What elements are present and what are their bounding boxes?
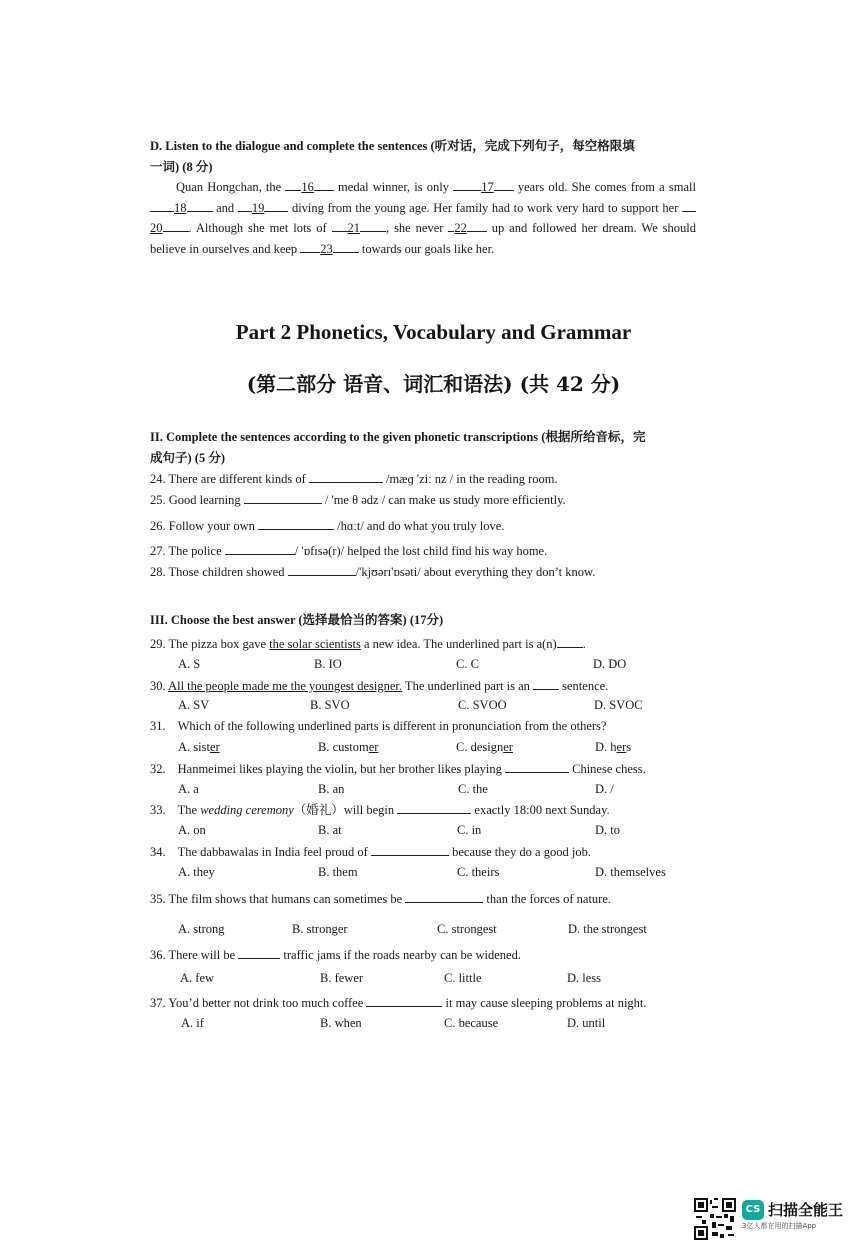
- brand-name: 扫描全能王: [768, 1201, 844, 1219]
- option-33-b[interactable]: B. at: [318, 823, 342, 837]
- camscanner-logo-icon: CS: [742, 1200, 764, 1220]
- question-25: 25. Good learning / 'me θ ədz / can make us study more efficiently.: [150, 490, 566, 508]
- answer-blank-25[interactable]: [244, 490, 322, 504]
- question-37: 37. You’d better not drink too much coffee it may cause sleeping problems at night.: [150, 993, 647, 1011]
- option-36-a[interactable]: A. few: [180, 971, 215, 985]
- answer-blank-30[interactable]: [533, 676, 559, 690]
- answer-blank-36[interactable]: [238, 945, 280, 959]
- scanner-watermark: [694, 1198, 854, 1242]
- answer-blank-37[interactable]: [366, 993, 442, 1007]
- option-30-c[interactable]: C. SVOO: [458, 698, 507, 712]
- option-36-b[interactable]: B. fewer: [320, 971, 364, 985]
- answer-blank-26[interactable]: [258, 516, 334, 530]
- option-33-d[interactable]: D. to: [595, 823, 620, 837]
- option-37-a[interactable]: A. if: [181, 1016, 204, 1030]
- brand-tagline: 3亿人都在用的扫描App: [742, 1222, 817, 1230]
- question-36: 36. There will be traffic jams if the roads nearby can be widened.: [150, 945, 521, 963]
- section-iii-heading: III. Choose the best answer (选择最恰当的答案) (17分): [150, 613, 444, 627]
- option-31-c[interactable]: C. designer: [456, 740, 513, 754]
- answer-blank-24[interactable]: [309, 469, 383, 483]
- option-35-c[interactable]: C. strongest: [437, 922, 497, 936]
- option-32-c[interactable]: C. the: [458, 782, 488, 796]
- answer-blank-29[interactable]: [557, 634, 583, 648]
- option-29-b[interactable]: B. IO: [314, 657, 342, 671]
- option-32-d[interactable]: D. /: [595, 782, 614, 796]
- option-33-a[interactable]: A. on: [178, 823, 206, 837]
- answer-blank-33[interactable]: [397, 800, 471, 814]
- part2-subtitle: (第二部分 语音、词汇和语法) (共 42 分): [246, 372, 621, 396]
- question-34: 34. The dabbawalas in India feel proud of because they do a good job.: [150, 842, 591, 860]
- option-30-d[interactable]: D. SVOC: [594, 698, 643, 712]
- option-33-c[interactable]: C. in: [457, 823, 482, 837]
- option-31-a[interactable]: A. sister: [178, 740, 220, 754]
- answer-blank-35[interactable]: [405, 889, 483, 903]
- option-35-a[interactable]: A. strong: [178, 922, 225, 936]
- option-37-b[interactable]: B. when: [320, 1016, 362, 1030]
- option-32-a[interactable]: A. a: [178, 782, 199, 796]
- question-30: 30. All the people made me the youngest designer. The underlined part is an sentence.: [150, 676, 608, 694]
- option-34-b[interactable]: B. them: [318, 865, 358, 879]
- question-33: 33. The wedding ceremony（婚礼）will begin exactly 18:00 next Sunday.: [150, 800, 610, 818]
- question-29: 29. The pizza box gave the solar scientists a new idea. The underlined part is a(n) .: [150, 634, 586, 652]
- option-34-a[interactable]: A. they: [178, 865, 215, 879]
- option-34-d[interactable]: D. themselves: [595, 865, 666, 879]
- option-30-a[interactable]: A. SV: [178, 698, 210, 712]
- question-26: 26. Follow your own /hɑːt/ and do what you truly love.: [150, 516, 504, 534]
- option-37-d[interactable]: D. until: [567, 1016, 606, 1030]
- question-28: 28. Those children showed /'kjʊərɪ'ɒsəti/ about everything they don’t know.: [150, 562, 595, 580]
- option-32-b[interactable]: B. an: [318, 782, 345, 796]
- section-ii-heading: II. Complete the sentences according to the given phonetic transcriptions (根据所给音标，完 成句子) (5 分): [150, 430, 646, 465]
- option-31-b[interactable]: B. customer: [318, 740, 379, 754]
- answer-blank-34[interactable]: [371, 842, 449, 856]
- option-35-b[interactable]: B. stronger: [292, 922, 348, 936]
- option-30-b[interactable]: B. SVO: [310, 698, 350, 712]
- option-36-c[interactable]: C. little: [444, 971, 482, 985]
- option-29-c[interactable]: C. C: [456, 657, 479, 671]
- option-29-d[interactable]: D. DO: [593, 657, 627, 671]
- section-d-paragraph: Quan Hongchan, the 16 medal winner, is only 17 years old. She comes from a small 18 and 19 diving from the young age. Her family had to work very hard to support her 20 . Although she met lots of 21 , she never 22 up and followed her dream. We should believe in ourselves and keep 23 towards our goals like her.: [150, 177, 696, 259]
- part2-title: Part 2 Phonetics, Vocabulary and Grammar: [235, 320, 632, 344]
- answer-blank-32[interactable]: [505, 759, 569, 773]
- question-32: 32. Hanmeimei likes playing the violin, but her brother likes playing Chinese chess.: [150, 759, 646, 777]
- option-34-c[interactable]: C. theirs: [457, 865, 500, 879]
- option-36-d[interactable]: D. less: [567, 971, 602, 985]
- question-27: 27. The police / 'ɒfɪsə(r)/ helped the lost child find his way home.: [150, 541, 547, 559]
- question-35: 35. The film shows that humans can sometimes be than the forces of nature.: [150, 889, 611, 907]
- section-d-heading: D. Listen to the dialogue and complete the sentences (听对话，完成下列句子，每空格限填 一词) (8 分): [150, 139, 635, 174]
- qr-code-icon: [694, 1198, 736, 1240]
- option-35-d[interactable]: D. the strongest: [568, 922, 647, 936]
- question-31: 31. Which of the following underlined parts is different in pronunciation from the others?: [150, 719, 607, 733]
- answer-blank-28[interactable]: [288, 562, 356, 576]
- answer-blank-27[interactable]: [225, 541, 295, 555]
- option-31-d[interactable]: D. hers: [595, 740, 632, 754]
- option-29-a[interactable]: A. S: [178, 657, 201, 671]
- option-37-c[interactable]: C. because: [444, 1016, 499, 1030]
- question-24: 24. There are different kinds of /mæɡ 'ziː nz / in the reading room.: [150, 469, 558, 487]
